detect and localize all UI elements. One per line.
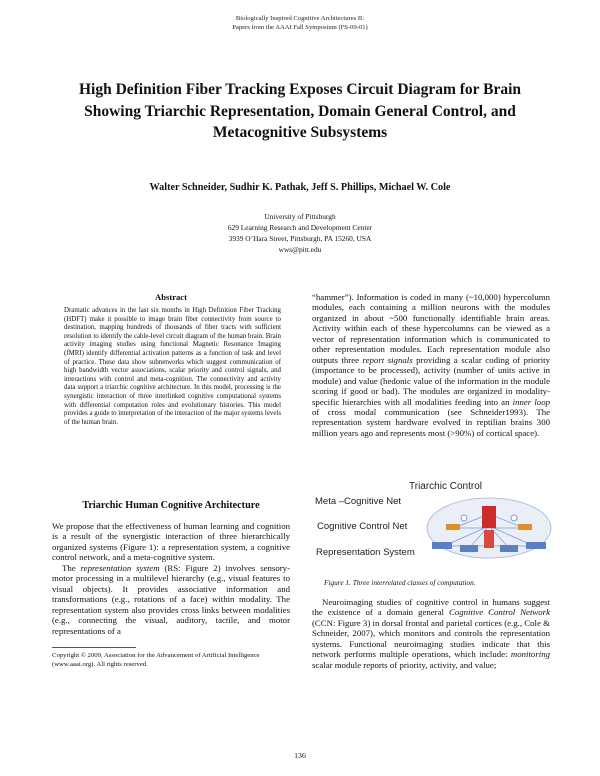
abstract-heading: Abstract xyxy=(155,292,187,302)
paragraph-4: Neuroimaging studies of cognitive control in humans suggest the existence of a domain general Cognitive Control Network (CCN: Figure 3) in dorsal frontal and parietal cortices (e.g., Cole & Schneider, 2007), which monitors and controls the representation systems. Functional neuroimaging studies indicate that this network performs multiple operations, which include: monitoring scalar module reports of priority, activity, and value; xyxy=(312,597,551,670)
copyright-notice: Copyright © 2009, Association for the Advancement of Artificial Intelligence (www.aaai.org). All rights reserved. xyxy=(52,652,260,668)
paragraph-1: We propose that the effectiveness of human learning and cognition is a result of the synergistic interaction of three hierarchically organized systems (Figure 1): a representation system, a cognitive control network, and a meta-cognitive system. xyxy=(52,521,290,563)
control-right-node xyxy=(518,524,532,530)
section-heading: Triarchic Human Cognitive Architecture xyxy=(82,500,260,511)
affiliation xyxy=(100,211,500,255)
author-list: Walter Schneider, Sudhir K. Pathak, Jeff S. Phillips, Michael W. Cole xyxy=(149,182,451,193)
title-line-3: Metacognitive Subsystems xyxy=(212,124,388,141)
rs-node-3 xyxy=(500,545,518,552)
triarchic-network-diagram xyxy=(424,494,554,572)
figure-label-ccn: Cognitive Control Net xyxy=(317,521,408,532)
rs-node-4 xyxy=(526,542,546,549)
right-column-body xyxy=(312,292,550,438)
affiliation-university: University of Pittsburgh xyxy=(264,212,336,221)
control-left-node xyxy=(446,524,460,530)
hub-node-right xyxy=(511,515,517,521)
header-line-1: Biologically Inspired Cognitive Architectures II: xyxy=(235,15,365,22)
paragraph-2: The representation system (RS: Figure 2) involves sensory-motor processing in a multilevel hierarchy (e.g., visual features to visual objects). It provides associative information and transformations (e.g., rotations of a face) within modality. The representation system also provides cross links between modalities (e.g., connecting the visual, auditory, tactile, and motor representations of a xyxy=(52,562,290,636)
affiliation-address: 3939 O’Hara Street, Pittsburgh, PA 15260, USA xyxy=(228,234,372,243)
affiliation-center: 629 Learning Research and Development Center xyxy=(227,223,373,232)
paper-title xyxy=(40,79,560,144)
right-column-body-continued xyxy=(312,597,550,670)
affiliation-email: wws@pitt.edu xyxy=(278,245,322,254)
footnote-rule xyxy=(52,647,136,648)
page-number: 136 xyxy=(294,751,306,760)
figure-label-meta: Meta –Cognitive Net xyxy=(315,496,402,507)
figure-title: Triarchic Control xyxy=(409,481,482,492)
abstract-text: Dramatic advances in the last six months in High Definition Fiber Tracking (HDFT) make it possible to image brain fiber connectivity from source to destination, mapping hundreds of thousands of fiber tracts with sufficient resolution to identify the cable-level circuit diagram of the human brain. Brain activity imaging studies using functional Magnetic Resonance Imaging (fMRI) identify differential activation patterns as a function of task and level of practice. These data show subnetworks which suggest communication of high bandwidth vector associations, scalar priority and control signals, and interactions with control and meta-cognition. The connectivity and activity data support a triarchic cognitive architecture. In this model, processing is the synergistic interaction of three interlinked cognitive computational systems with differential computation roles and evolutionary histories. This model provides a guide to interpretation of the interaction of the major systems levels of the human brain. xyxy=(64,307,281,426)
meta-cognitive-node xyxy=(482,506,496,528)
title-line-1: High Definition Fiber Tracking Exposes Circuit Diagram for Brain xyxy=(78,81,522,98)
rs-node-2 xyxy=(460,545,478,552)
figure-label-rs: Representation System xyxy=(316,547,415,558)
rs-node-1 xyxy=(432,542,452,549)
figure-caption: Figure 1. Three interrelated classes of computation. xyxy=(324,578,476,587)
running-header xyxy=(0,14,600,32)
hub-node-left xyxy=(461,515,467,521)
paragraph-3: “hammer”). Information is coded in many (~10,000) hypercolumn modules, each containing a million neurons with the modules organized in about ~500 functionally identifiable brain areas. Activity within each of these hypercolumns can be viewed as a vector of representation information which is communicated to other representation modules. Each representation module also outputs three report signals providing a scalar coding of priority (importance to be processed), activity (number of units active in module) and value (hedonic value of the information in the module scoring if good or bad). The modules are organized in modality-specific hierarchies with all modalities feeding into an inner loop of cross modal communication (see Schneider1993). The representation system hardware evolved in reptilian brains 300 million years ago and represents most (>90%) of cortical space). xyxy=(312,292,550,438)
control-node xyxy=(484,530,494,548)
title-line-2: Showing Triarchic Representation, Domain General Control, and xyxy=(84,102,516,120)
left-column-body xyxy=(52,521,290,636)
header-line-2: Papers from the AAAI Fall Symposium (FS-09-01) xyxy=(232,24,368,31)
